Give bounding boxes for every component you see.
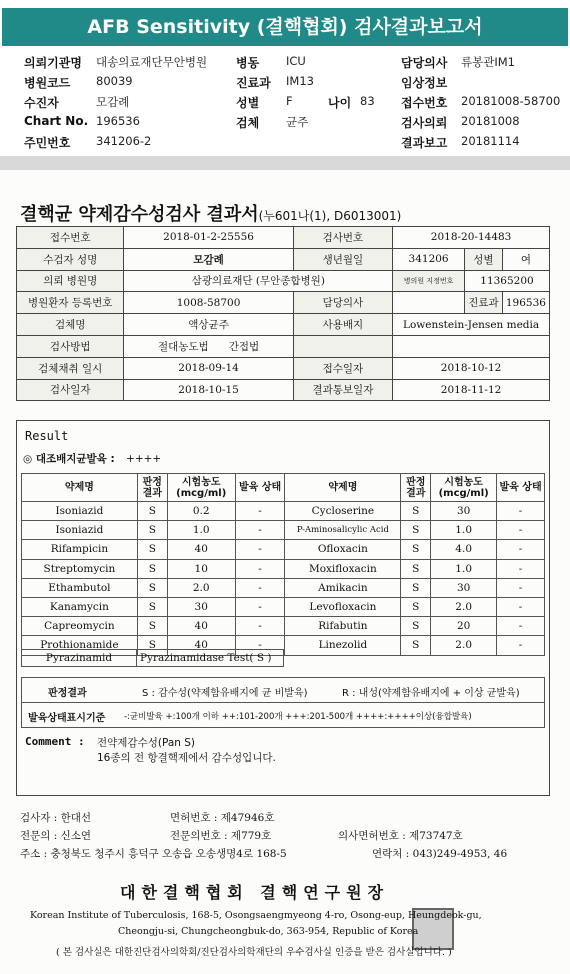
drug-name: Amikacin [285, 578, 401, 597]
drug-growth: - [497, 521, 545, 540]
table-row [22, 540, 545, 559]
header-label: 나이 [328, 96, 352, 110]
drug-name: Ethambutol [22, 578, 138, 597]
drug-result: S [137, 540, 167, 559]
header-label: 검사의뢰 [401, 116, 448, 130]
document-code: (누601나(1), D6013001) [258, 209, 402, 223]
drug-result: S [137, 559, 167, 578]
drug-name: Isoniazid [22, 521, 138, 540]
table-row [22, 617, 545, 636]
drug-name: Capreomycin [22, 617, 138, 636]
column-header: 약제명 [22, 474, 138, 502]
info-label: 의뢰 병원명 [17, 270, 124, 292]
drug-growth: - [235, 597, 285, 616]
header-value: 83 [360, 94, 375, 108]
drug-growth: - [235, 540, 285, 559]
drug-concentration: 40 [167, 540, 235, 559]
drug-growth: - [235, 502, 285, 521]
drug-growth: - [235, 578, 285, 597]
info-label: 진료과 [465, 292, 503, 314]
info-label: 검사번호 [293, 227, 392, 249]
phone: 연락처 : 043)249-4953, 46 [372, 848, 508, 860]
info-label: 수검자 성명 [17, 248, 124, 270]
legend-box [21, 677, 545, 729]
info-value: 모감례 [124, 248, 293, 270]
specialist: 전문의 : 신소연 [20, 830, 92, 842]
drug-result: Pyrazinamidase Test( S ) [136, 649, 284, 667]
result-label: Result [25, 429, 69, 443]
drug-concentration: 40 [167, 636, 235, 655]
drug-name: Kanamycin [22, 597, 138, 616]
info-value: 액상균주 [124, 314, 293, 336]
section-divider [0, 156, 570, 170]
drug-name: Cycloserine [285, 502, 401, 521]
tester: 검사자 : 한대선 [20, 812, 92, 824]
info-label: 결과통보일자 [293, 379, 392, 401]
table-row [22, 559, 545, 578]
drug-growth: - [235, 617, 285, 636]
drug-growth: - [235, 559, 285, 578]
drug-concentration: 2.0 [167, 578, 235, 597]
report-header [0, 52, 570, 152]
drug-concentration: 30 [431, 578, 497, 597]
drug-result: S [401, 636, 431, 655]
header-value: 196536 [96, 114, 140, 128]
drug-table [21, 473, 545, 656]
drug-concentration: 2.0 [431, 597, 497, 616]
comment-label: Comment : [25, 735, 85, 748]
column-header: 시험농도 (mcg/ml) [167, 474, 235, 502]
drug-result: S [401, 521, 431, 540]
drug-concentration: 10 [167, 559, 235, 578]
header-value: 341206-2 [96, 134, 152, 148]
info-value: 2018-10-15 [124, 379, 293, 401]
drug-result: S [401, 502, 431, 521]
drug-name: Prothionamide [22, 636, 138, 655]
drug-result: S [137, 521, 167, 540]
header-value: 류봉관IM1 [461, 55, 515, 69]
drug-result: S [401, 540, 431, 559]
info-value: 196536 [502, 292, 549, 314]
address: 주소 : 충청북도 청주시 흥덕구 오송읍 오송생명4로 168-5 [20, 848, 287, 860]
column-header: 발육 상태 [497, 474, 545, 502]
legend-label: 판정결과 [48, 688, 87, 699]
header-value: ICU [286, 54, 306, 68]
legend-label: 발육상태표시기준 [28, 713, 106, 724]
column-header: 판정 결과 [401, 474, 431, 502]
info-value: 삼광의료재단 (무안종합병원) [124, 270, 393, 292]
table-row [22, 521, 545, 540]
column-header: 판정 결과 [137, 474, 167, 502]
info-value: 1008-58700 [124, 292, 293, 314]
drug-concentration: 20 [431, 617, 497, 636]
info-label: 성별 [465, 248, 503, 270]
table-row [22, 597, 545, 616]
drug-growth: - [497, 540, 545, 559]
doctor-license: 의사면허번호 : 제73747호 [338, 830, 463, 842]
drug-name: P-Aminosalicylic Acid [285, 521, 401, 540]
info-label: 검사일자 [17, 379, 124, 401]
drug-name: Levofloxacin [285, 597, 401, 616]
method-value: 간접법 [228, 340, 260, 353]
header-label: Chart No. [24, 114, 89, 128]
info-value: Lowenstein-Jensen media [393, 314, 550, 336]
control-label: ◎ 대조배지균발육 : [23, 453, 115, 465]
legend-text: R : 내성(약제함유배지에 + 이상 균발육) [342, 688, 520, 699]
drug-growth: - [497, 578, 545, 597]
drug-result: S [137, 617, 167, 636]
drug-result: S [137, 578, 167, 597]
pyrazinamide-row [21, 649, 285, 667]
drug-concentration: 0.2 [167, 502, 235, 521]
column-header: 시험농도 (mcg/ml) [431, 474, 497, 502]
header-value: 20181008 [461, 114, 520, 128]
header-label: 성별 [236, 96, 260, 110]
specialist-license: 전문의번호 : 제779호 [170, 830, 272, 842]
header-label: 수진자 [24, 96, 59, 110]
drug-concentration: 40 [167, 617, 235, 636]
info-value [124, 335, 293, 357]
drug-name: Streptomycin [22, 559, 138, 578]
legend-text: S : 감수성(약제함유배지에 균 비발육) [142, 688, 308, 699]
info-value: 11365200 [465, 270, 550, 292]
drug-concentration: 1.0 [431, 521, 497, 540]
info-value: 2018-01-2-25556 [124, 227, 293, 249]
table-row [22, 502, 545, 521]
control-value: ++++ [126, 453, 162, 465]
header-label: 임상정보 [401, 76, 448, 90]
header-label: 결과보고 [401, 136, 448, 150]
drug-result: S [137, 597, 167, 616]
header-value: 균주 [286, 115, 309, 129]
header-value: IM13 [286, 74, 314, 88]
comment-line: 16종의 전 항결핵제에서 감수성입니다. [97, 752, 276, 764]
patient-name: 모감례 [96, 95, 130, 109]
drug-growth: - [497, 502, 545, 521]
info-value: 2018-10-12 [393, 357, 550, 379]
header-label: 주민번호 [24, 136, 71, 150]
drug-concentration: 4.0 [431, 540, 497, 559]
drug-name: Isoniazid [22, 502, 138, 521]
header-label: 의뢰기관명 [24, 56, 82, 70]
drug-result: S [137, 502, 167, 521]
drug-growth: - [497, 559, 545, 578]
patient-info-table [16, 226, 550, 401]
info-value: 341206 [393, 248, 465, 270]
header-label: 진료과 [236, 76, 271, 90]
judgement-legend [21, 677, 545, 703]
info-label: 사용배지 [293, 314, 392, 336]
header-value: F [286, 94, 293, 108]
info-label: 검체채취 일시 [17, 357, 124, 379]
header-label: 병원코드 [24, 76, 71, 90]
header-label: 접수번호 [401, 96, 448, 110]
drug-growth: - [235, 521, 285, 540]
growth-legend [21, 702, 545, 728]
drug-result: S [137, 636, 167, 655]
drug-name: Moxifloxacin [285, 559, 401, 578]
info-value: 2018-11-12 [393, 379, 550, 401]
drug-name: Linezolid [285, 636, 401, 655]
drug-result: S [401, 578, 431, 597]
drug-name: Ofloxacin [285, 540, 401, 559]
drug-result: S [401, 617, 431, 636]
header-label: 병동 [236, 56, 260, 70]
tester-license: 면허번호 : 제47946호 [170, 812, 275, 824]
info-label: 병원환자 등록번호 [17, 292, 124, 314]
table-row [22, 578, 545, 597]
info-label: 접수일자 [293, 357, 392, 379]
legend-text: -:균비발육 +:100개 이하 ++:101-200개 +++:201-500개 ++++:++++이상(융합발육) [124, 712, 472, 722]
drug-growth: - [497, 597, 545, 616]
drug-result: S [401, 559, 431, 578]
document-title-text: 결핵균 약제감수성검사 결과서 [20, 204, 259, 225]
column-header: 약제명 [285, 474, 401, 502]
info-label: 접수번호 [17, 227, 124, 249]
info-value: 여 [502, 248, 549, 270]
info-value: 2018-09-14 [124, 357, 293, 379]
info-label: 담당의사 [293, 292, 392, 314]
column-header: 발육 상태 [235, 474, 285, 502]
drug-growth: - [497, 617, 545, 636]
header-label: 검체 [236, 116, 260, 130]
drug-concentration: 30 [431, 502, 497, 521]
document-title [20, 200, 401, 226]
comment [25, 735, 276, 764]
certification-note: ( 본 검사실은 대한진단검사의학회/진단검사의학재단의 우수검사실 인증을 받은 검사실입니다. ) [56, 947, 452, 958]
organization-address-en: Cheongju-si, Chungcheongbuk-do, 363-954, Republic of Korea [118, 926, 419, 937]
header-value: 20181114 [461, 134, 520, 148]
info-label: 검사방법 [17, 335, 124, 357]
info-label: 검체명 [17, 314, 124, 336]
drug-result: S [401, 597, 431, 616]
organization-name: 대한결핵협회 결핵연구원장 [120, 883, 390, 902]
header-value: 80039 [96, 74, 133, 88]
drug-growth: - [497, 636, 545, 655]
header-label: 담당의사 [401, 56, 448, 70]
drug-growth: - [235, 636, 285, 655]
drug-concentration: 1.0 [431, 559, 497, 578]
drug-name: Pyrazinamid [21, 649, 137, 667]
info-label: 생년월일 [293, 248, 392, 270]
header-value: 20181008-58700 [461, 94, 561, 108]
drug-concentration: 2.0 [431, 636, 497, 655]
drug-name: Rifabutin [285, 617, 401, 636]
organization-address-en: Korean Institute of Tuberculosis, 168-5, Osongsaengmyeong 4-ro, Osong-eup, Heungdeok-gu, [30, 910, 482, 921]
comment-line: 전약제감수성(Pan S) [97, 737, 196, 749]
method-value: 절대농도법 [157, 340, 209, 353]
report-title: AFB Sensitivity (결핵협회) 검사결과보고서 [2, 8, 568, 46]
drug-concentration: 1.0 [167, 521, 235, 540]
drug-concentration: 30 [167, 597, 235, 616]
control-growth [23, 451, 161, 466]
scanned-report [0, 170, 570, 974]
drug-name: Rifampicin [22, 540, 138, 559]
header-value: 대송의료재단무안병원 [96, 55, 208, 69]
info-value: 2018-20-14483 [393, 227, 550, 249]
result-section [16, 420, 550, 796]
info-label: 병의원 지정번호 [393, 270, 465, 292]
